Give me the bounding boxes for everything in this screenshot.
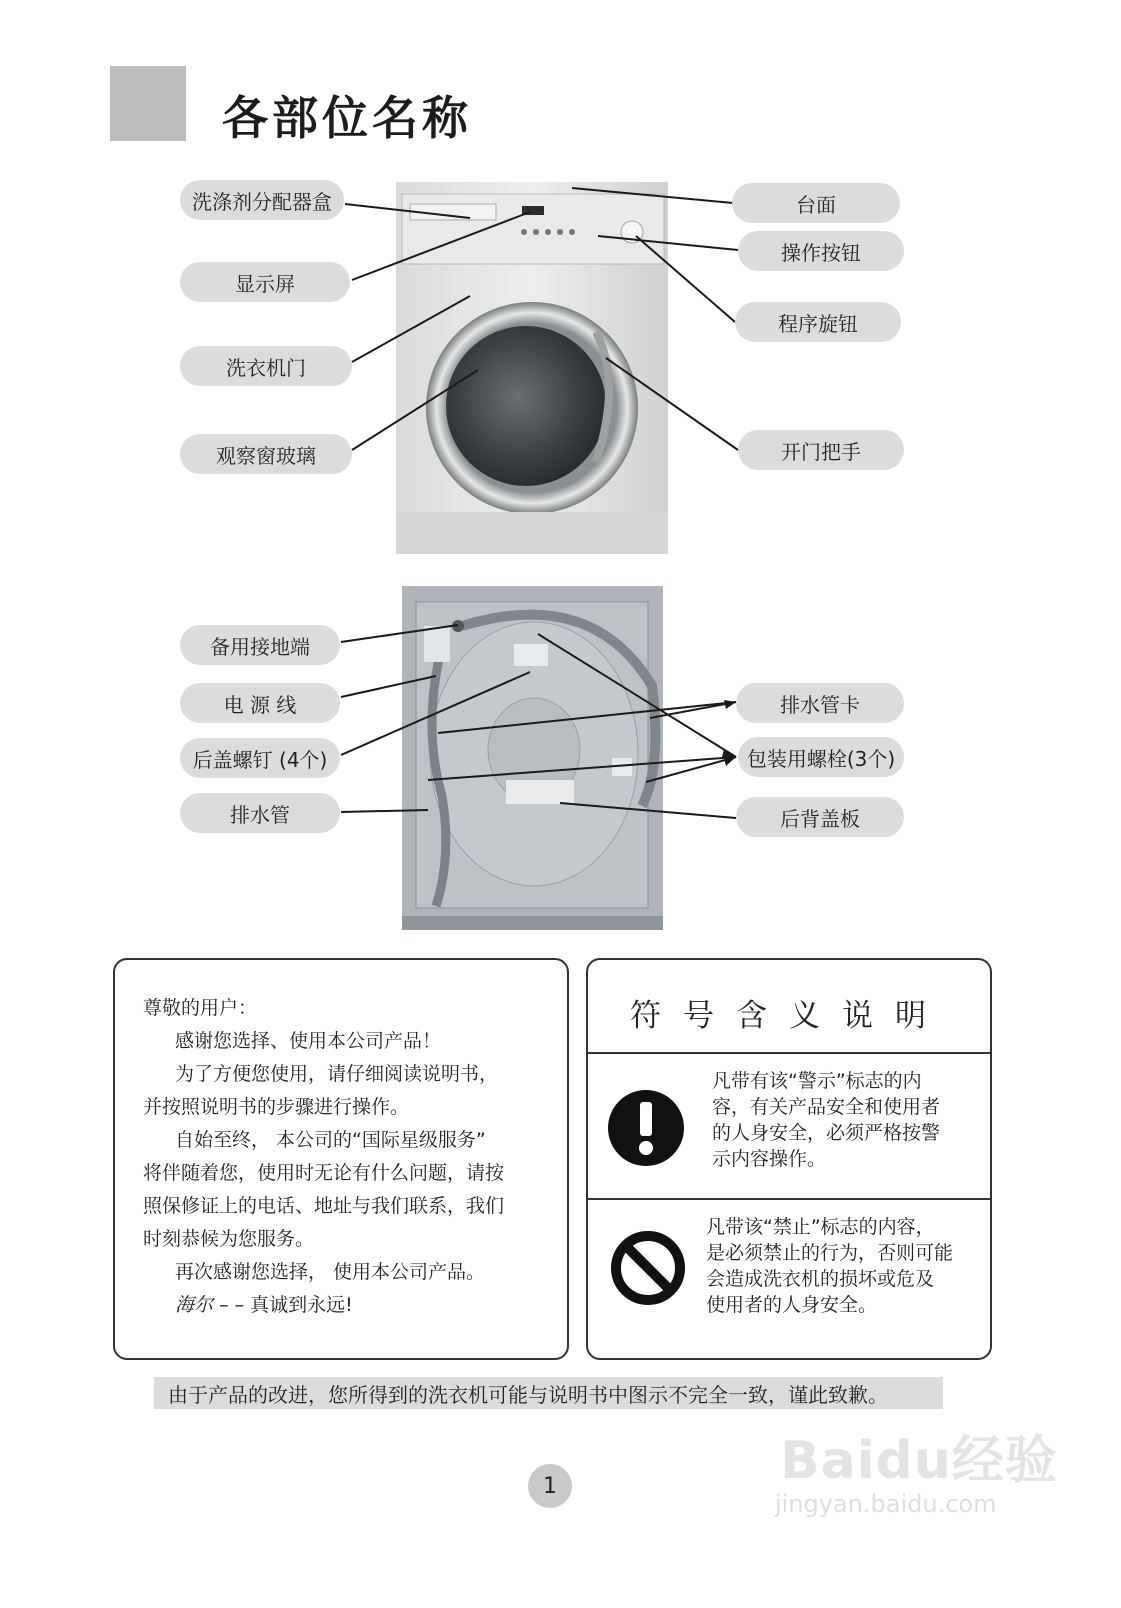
warning-line: 凡带有该“警示”标志的内 xyxy=(712,1070,922,1092)
label-drain-hose: 排水管 xyxy=(180,793,340,833)
product-change-notice: 由于产品的改进，您所得到的洗衣机可能与说明书中图示不完全一致，谨此致歉。 xyxy=(154,1377,943,1409)
letter-line: 并按照说明书的步骤进行操作。 xyxy=(143,1096,410,1118)
warning-exclamation-icon xyxy=(606,1088,686,1168)
label-back-cover: 后背盖板 xyxy=(736,797,904,837)
label-door-handle: 开门把手 xyxy=(738,430,904,470)
label-back-screws: 后盖螺钉 (4个) xyxy=(180,738,340,778)
customer-letter-box xyxy=(113,958,569,1360)
label-program-knob: 程序旋钮 xyxy=(735,302,901,342)
baidu-watermark: Baidu经验 xyxy=(780,1431,1058,1491)
page-number: 1 xyxy=(528,1464,572,1508)
label-ground-terminal: 备用接地端 xyxy=(180,625,340,665)
letter-line: 照保修证上的电话、地址与我们联系，我们 xyxy=(143,1195,505,1217)
label-top-panel: 台面 xyxy=(732,183,900,223)
prohibit-line: 凡带该“禁止”标志的内容， xyxy=(706,1216,935,1238)
letter-line: 时刻恭候为您服务。 xyxy=(143,1228,315,1250)
symbols-box xyxy=(586,958,992,1360)
letter-line: 自始至终， 本公司的“国际星级服务” xyxy=(175,1129,486,1151)
prohibit-icon xyxy=(608,1228,688,1308)
warning-line: 示内容操作。 xyxy=(712,1148,827,1170)
label-shipping-bolts: 包装用螺栓(3个) xyxy=(738,737,904,777)
signoff-text: – – 真诚到永远! xyxy=(219,1294,353,1316)
prohibit-line: 会造成洗衣机的损坏或危及 xyxy=(706,1268,935,1290)
page-title: 各部位名称 xyxy=(222,91,472,145)
prohibit-line: 使用者的人身安全。 xyxy=(706,1294,878,1316)
label-door: 洗衣机门 xyxy=(180,346,352,386)
letter-line: 再次感谢您选择， 使用本公司产品。 xyxy=(175,1261,486,1283)
baidu-watermark-url: jingyan.baidu.com xyxy=(775,1490,997,1518)
warning-description xyxy=(712,1068,982,1172)
letter-signoff xyxy=(143,1289,553,1322)
label-detergent-box: 洗涤剂分配器盒 xyxy=(180,180,344,220)
warning-line: 容，有关产品安全和使用者 xyxy=(712,1096,941,1118)
symbols-title: 符号含义说明 xyxy=(630,998,948,1034)
label-hose-clip: 排水管卡 xyxy=(736,683,904,723)
divider xyxy=(588,1052,990,1054)
letter-line: 为了方便您使用，请仔细阅读说明书， xyxy=(175,1063,499,1085)
letter-line: 感谢您选择、使用本公司产品！ xyxy=(175,1030,442,1052)
label-display: 显示屏 xyxy=(180,262,350,302)
haier-signature: 海尔 xyxy=(175,1294,214,1316)
label-power-cord: 电 源 线 xyxy=(180,683,340,723)
letter-greeting: 尊敬的用户： xyxy=(143,997,258,1019)
prohibit-line: 是必须禁止的行为，否则可能 xyxy=(706,1242,954,1264)
warning-line: 的人身安全，必须严格按警 xyxy=(712,1122,941,1144)
label-buttons: 操作按钮 xyxy=(738,231,904,271)
prohibit-description xyxy=(706,1214,984,1318)
label-window-glass: 观察窗玻璃 xyxy=(180,434,352,474)
divider xyxy=(588,1198,990,1200)
letter-line: 将伴随着您，使用时无论有什么问题，请按 xyxy=(143,1162,505,1184)
